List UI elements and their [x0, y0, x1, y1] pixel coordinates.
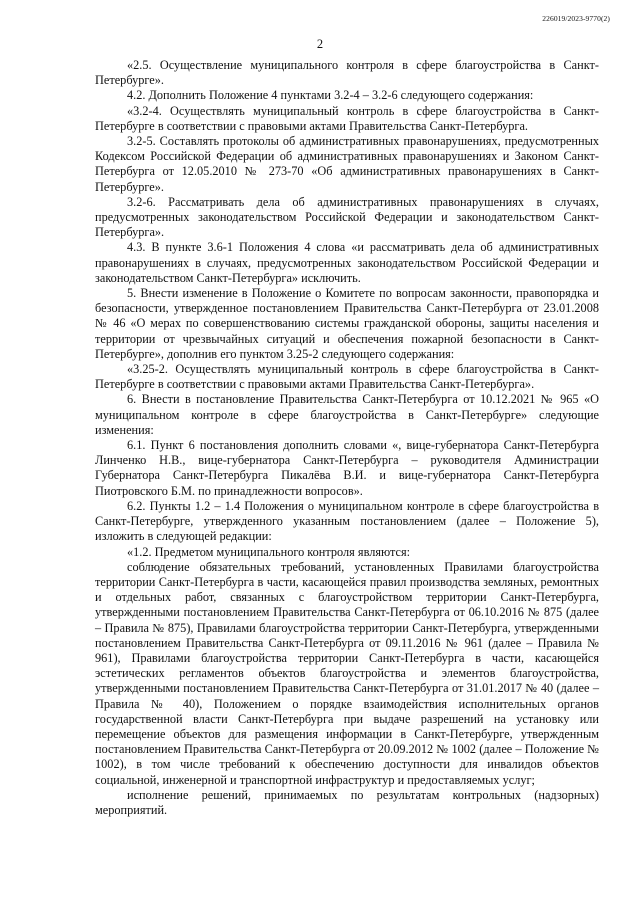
paragraph-3: «3.2-4. Осуществлять муниципальный контроль в сфере благоустройства в Санкт-Петербурге в соответствии с правовыми актами Правительства Санкт-Петербурга. — [95, 103, 599, 133]
paragraph-13: соблюдение обязательных требований, установленных Правилами благоустройства территории Санкт-Петербурга в части, касающейся правил производства земляных, ремонтных и отдельных работ, связанных с благоустройством территории Санкт-Петербурга, утвержденными постановлением Правительства Санкт-Петербурга от 06.10.2016 № 875 (далее – Правила № 875), Правилами благоустройства территории Санкт-Петербурга, утвержденными постановлением Правительства Санкт-Петербурга от 09.11.2016 № 961 (далее – Правила № 961), Правилами благоустройства территории Санкт-Петербурга в части, касающейся эстетических регламентов объектов благоустройства и элементов благоустройства, утвержденными постановлением Правительства Санкт-Петербурга от 31.01.2017 № 40 (далее – Правила № 40), Положением о порядке взаимодействия исполнительных органов государственной власти Санкт-Петербурга при выдаче разрешений на установку или перемещение объектов для размещения информации в Санкт-Петербурге, утвержденным постановлением Правительства Санкт-Петербурга от 20.09.2012 № 1002 (далее – Положение № 1002), в том числе требований к обеспечению доступности для инвалидов объектов социальной, инженерной и транспортной инфраструктур и предоставляемых услуг; — [95, 559, 599, 787]
paragraph-14: исполнение решений, принимаемых по результатам контрольных (надзорных) мероприятий. — [95, 787, 599, 817]
paragraph-4: 3.2-5. Составлять протоколы об административных правонарушениях, предусмотренных Кодексом Российской Федерации об административных правонарушениях и Законом Санкт-Петербурга от 12.05.2010 № 273-70 «Об административных правонарушениях в Санкт-Петербурге». — [95, 134, 599, 194]
paragraph-9: 6. Внести в постановление Правительства Санкт-Петербурга от 10.12.2021 № 965 «О муниципальном контроле в сфере благоустройства в Санкт-Петербурге» следующие изменения: — [95, 392, 599, 437]
paragraph-8: «3.25-2. Осуществлять муниципальный контроль в сфере благоустройства в Санкт-Петербурге в соответствии с правовыми актами Правительства Санкт-Петербурга». — [95, 362, 599, 392]
paragraph-12: «1.2. Предметом муниципального контроля являются: — [127, 544, 411, 559]
paragraph-6: 4.3. В пункте 3.6-1 Положения 4 слова «и рассматривать дела об административных правонарушениях в случаях, предусмотренных законодательством Российской Федерации и законодательством Санкт-Петербурга» исключить. — [95, 240, 599, 285]
paragraph-11: 6.2. Пункты 1.2 – 1.4 Положения о муниципальном контроле в сфере благоустройства в Санкт-Петербурге, утвержденного указанным постановлением (далее – Положение 5), изложить в следующей редакции: — [95, 498, 599, 544]
paragraph-5: 3.2-6. Рассматривать дела об административных правонарушениях в случаях, предусмотренных законодательством Российской Федерации и законодательством Санкт-Петербурга». — [95, 194, 599, 240]
document-body — [95, 58, 599, 818]
paragraph-7: 5. Внести изменение в Положение о Комитете по вопросам законности, правопорядка и безопасности, утвержденное постановлением Правительства Санкт-Петербурга от 23.01.2008 № 46 «О мерах по совершенствованию системы гражданской обороны, защиты населения и территории от чрезвычайных ситуаций и обеспечения пожарной безопасности в Санкт-Петербурге», дополнив его пунктом 3.25-2 следующего содержания: — [95, 286, 599, 361]
page-number: 2 — [316, 37, 324, 51]
paragraph-2: 4.2. Дополнить Положение 4 пунктами 3.2-4 – 3.2-6 следующего содержания: — [127, 88, 534, 103]
paragraph-10: 6.1. Пункт 6 постановления дополнить словами «, вице-губернатора Санкт-Петербурга Линченко Н.В., вице-губернатора Санкт-Петербурга – руководителя Администрации Губернатора Санкт-Петербурга Пикалёва В.И. и вице-губернатора Санкт-Петербурга Пиотровского Б.М. по принадлежности вопросов». — [95, 438, 599, 498]
paragraph-1: «2.5. Осуществление муниципального контроля в сфере благоустройства в Санкт-Петербурге». — [95, 58, 599, 88]
registration-number: 226019/2023-9770(2) — [542, 14, 610, 23]
